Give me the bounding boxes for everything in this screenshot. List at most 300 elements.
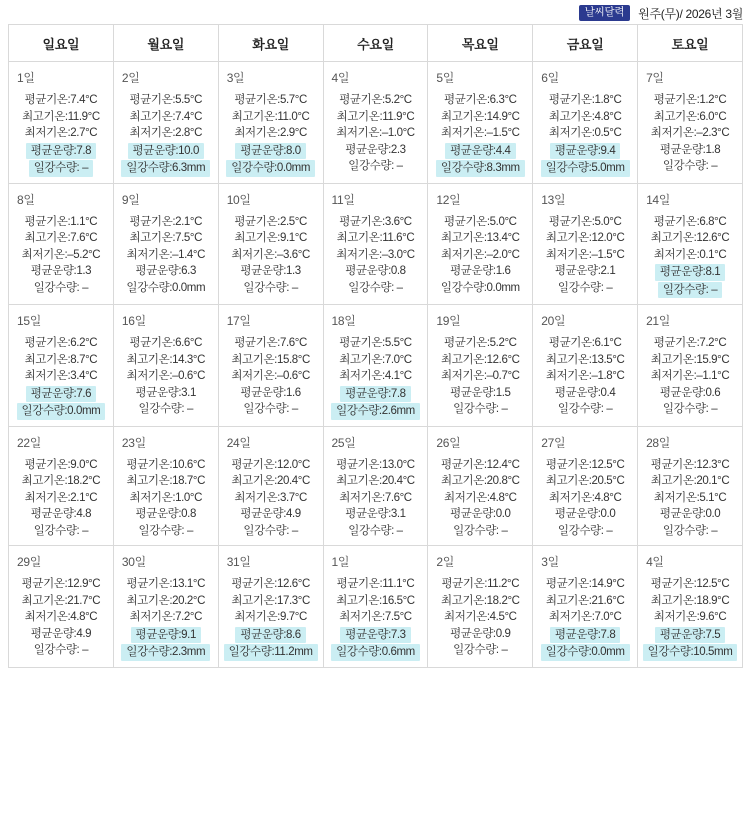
max-temperature-row bbox=[533, 593, 637, 610]
min-temperature: 최저기온:7.0°C bbox=[548, 611, 622, 623]
avg-cloud-amount: 평균운량:0.0 bbox=[659, 508, 721, 520]
max-temperature: 최고기온:11.9°C bbox=[336, 110, 415, 123]
avg-temperature: 평균기온:6.6°C bbox=[129, 337, 203, 349]
min-temperature: 최저기온:9.7°C bbox=[234, 611, 307, 623]
avg-cloud-amount-row bbox=[219, 263, 323, 280]
max-temperature: 최고기온:18.7°C bbox=[126, 475, 206, 487]
min-temperature: 최저기온:5.1°C bbox=[653, 491, 727, 504]
calendar-day-cell[interactable] bbox=[533, 183, 638, 305]
avg-cloud-amount: 평균운량:1.3 bbox=[240, 265, 301, 277]
avg-temperature: 평균기온:6.2°C bbox=[24, 337, 98, 349]
avg-cloud-amount-row bbox=[9, 142, 113, 160]
daily-precipitation: 일강수량: – bbox=[33, 524, 89, 537]
avg-temperature-row bbox=[428, 457, 532, 474]
avg-temperature-row bbox=[533, 214, 637, 231]
weekday-header-mon: 월요일 bbox=[113, 25, 218, 62]
avg-temperature: 평균기온:12.3°C bbox=[650, 458, 730, 471]
calendar-week-row bbox=[9, 546, 743, 668]
avg-temperature: 평균기온:5.0°C bbox=[548, 215, 622, 228]
daily-precipitation: 일강수량: – bbox=[662, 524, 718, 537]
day-metrics bbox=[9, 457, 113, 546]
calendar-day-cell[interactable] bbox=[9, 62, 114, 184]
daily-precipitation-row bbox=[428, 642, 532, 659]
calendar-day-cell[interactable] bbox=[113, 426, 218, 546]
avg-cloud-amount: 평균운량:1.6 bbox=[240, 386, 301, 399]
max-temperature: 최고기온:13.5°C bbox=[545, 353, 625, 366]
daily-precipitation-row bbox=[9, 159, 113, 177]
calendar-day-cell[interactable] bbox=[218, 183, 323, 305]
min-temperature-row bbox=[324, 609, 428, 626]
avg-cloud-amount-row bbox=[428, 263, 532, 280]
day-metrics bbox=[114, 576, 218, 667]
day-metrics bbox=[638, 214, 742, 305]
day-number: 28일 bbox=[646, 435, 671, 450]
calendar-day-cell[interactable] bbox=[428, 183, 533, 305]
min-temperature-row bbox=[638, 490, 742, 507]
max-temperature-row bbox=[114, 230, 218, 247]
avg-temperature-row bbox=[9, 457, 113, 474]
day-number: 21일 bbox=[646, 314, 671, 328]
calendar-day-cell[interactable] bbox=[218, 305, 323, 427]
daily-precipitation-row bbox=[9, 523, 113, 540]
day-number: 14일 bbox=[646, 192, 671, 207]
avg-cloud-amount-row bbox=[638, 626, 742, 644]
avg-temperature-row bbox=[114, 92, 218, 109]
daily-precipitation-row bbox=[219, 401, 323, 418]
day-metrics bbox=[9, 92, 113, 183]
avg-cloud-amount-row bbox=[9, 385, 113, 403]
max-temperature: 최고기온:7.0°C bbox=[339, 353, 412, 366]
daily-precipitation-row bbox=[219, 643, 323, 661]
daily-precipitation-row bbox=[428, 401, 532, 418]
daily-precipitation: 일강수량: – bbox=[243, 524, 298, 537]
day-number: 27일 bbox=[541, 435, 566, 450]
max-temperature-row bbox=[219, 473, 323, 490]
calendar-day-cell[interactable] bbox=[218, 62, 323, 184]
daily-precipitation: 일강수량:0.0mm bbox=[17, 403, 106, 420]
avg-temperature: 평균기온:11.1°C bbox=[336, 578, 415, 590]
avg-cloud-amount-row bbox=[324, 626, 428, 644]
avg-cloud-amount-row bbox=[219, 385, 323, 402]
min-temperature-row bbox=[638, 368, 742, 385]
weather-calendar-badge: 날씨달력 bbox=[579, 5, 630, 21]
daily-precipitation: 일강수량: – bbox=[453, 644, 508, 656]
day-number: 3일 bbox=[226, 71, 245, 85]
day-number: 12일 bbox=[436, 192, 461, 207]
avg-temperature-row bbox=[9, 335, 113, 352]
day-metrics bbox=[9, 335, 113, 426]
avg-cloud-amount-row bbox=[324, 142, 428, 159]
day-metrics bbox=[114, 214, 218, 303]
min-temperature-row bbox=[638, 125, 742, 142]
day-metrics bbox=[219, 576, 323, 667]
avg-cloud-amount: 평균운량:2.1 bbox=[554, 265, 616, 277]
weekday-header-wed: 수요일 bbox=[323, 25, 428, 62]
day-metrics bbox=[9, 214, 113, 303]
day-metrics bbox=[219, 457, 323, 546]
calendar-day-cell[interactable] bbox=[113, 305, 218, 427]
avg-temperature: 평균기온:5.0°C bbox=[444, 215, 517, 228]
min-temperature-row bbox=[9, 490, 113, 507]
daily-precipitation-row bbox=[533, 159, 637, 177]
min-temperature: 최저기온:4.8°C bbox=[548, 491, 622, 504]
calendar-week-row bbox=[9, 62, 743, 184]
day-number: 15일 bbox=[17, 314, 42, 328]
daily-precipitation-row bbox=[533, 643, 637, 661]
avg-temperature: 평균기온:11.2°C bbox=[441, 578, 520, 590]
daily-precipitation-row bbox=[219, 280, 323, 297]
max-temperature: 최고기온:20.8°C bbox=[441, 475, 520, 487]
avg-temperature: 평균기온:14.9°C bbox=[545, 578, 625, 590]
avg-cloud-amount-row bbox=[219, 142, 323, 160]
avg-temperature: 평균기온:5.2°C bbox=[339, 94, 412, 106]
min-temperature-row bbox=[533, 490, 637, 507]
avg-cloud-amount-row bbox=[114, 626, 218, 644]
avg-cloud-amount-row bbox=[638, 263, 742, 281]
avg-cloud-amount-row bbox=[533, 626, 637, 644]
max-temperature-row bbox=[219, 230, 323, 247]
daily-precipitation-row bbox=[114, 523, 218, 540]
avg-temperature: 평균기온:1.8°C bbox=[548, 94, 622, 106]
avg-cloud-amount: 평균운량:0.0 bbox=[450, 508, 511, 520]
avg-temperature-row bbox=[9, 576, 113, 593]
avg-cloud-amount: 평균운량:6.3 bbox=[135, 265, 196, 277]
day-number: 31일 bbox=[226, 555, 251, 569]
avg-cloud-amount-row bbox=[533, 263, 637, 280]
min-temperature: 최저기온:2.1°C bbox=[24, 491, 98, 504]
day-number: 23일 bbox=[121, 435, 146, 450]
min-temperature-row bbox=[9, 609, 113, 626]
max-temperature: 최고기온:20.1°C bbox=[650, 475, 730, 487]
avg-temperature: 평균기온:1.1°C bbox=[24, 215, 98, 228]
daily-precipitation-row bbox=[428, 159, 532, 177]
min-temperature: 최저기온:–5.2°C bbox=[21, 248, 101, 261]
min-temperature-row bbox=[9, 368, 113, 385]
calendar-day-cell[interactable] bbox=[638, 62, 743, 184]
calendar-day-cell[interactable] bbox=[428, 62, 533, 184]
max-temperature: 최고기온:18.2°C bbox=[441, 594, 520, 607]
calendar-day-cell[interactable] bbox=[323, 426, 428, 546]
daily-precipitation-row bbox=[533, 401, 637, 418]
calendar-day-cell[interactable] bbox=[638, 546, 743, 668]
day-number: 20일 bbox=[541, 314, 566, 328]
min-temperature: 최저기온:0.1°C bbox=[653, 248, 727, 261]
avg-cloud-amount-row bbox=[324, 263, 428, 280]
daily-precipitation: 일강수량: – bbox=[348, 281, 403, 294]
min-temperature-row bbox=[428, 609, 532, 626]
min-temperature-row bbox=[114, 125, 218, 142]
daily-precipitation: 일강수량: – bbox=[348, 160, 403, 172]
avg-temperature-row bbox=[638, 92, 742, 109]
min-temperature-row bbox=[324, 125, 428, 142]
avg-temperature-row bbox=[219, 576, 323, 593]
daily-precipitation: 일강수량: – bbox=[33, 281, 89, 294]
avg-cloud-amount: 평균운량:1.3 bbox=[30, 265, 92, 277]
min-temperature-row bbox=[428, 368, 532, 385]
calendar-day-cell[interactable] bbox=[323, 62, 428, 184]
avg-cloud-amount-row bbox=[428, 506, 532, 523]
max-temperature-row bbox=[428, 352, 532, 369]
avg-cloud-amount: 평균운량:9.1 bbox=[131, 627, 201, 644]
calendar-day-cell[interactable] bbox=[428, 305, 533, 427]
daily-precipitation-row bbox=[9, 280, 113, 297]
day-metrics bbox=[428, 214, 532, 303]
daily-precipitation-row bbox=[533, 280, 637, 297]
calendar-day-cell[interactable] bbox=[533, 546, 638, 668]
avg-temperature: 평균기온:6.3°C bbox=[444, 94, 517, 106]
day-number: 2일 bbox=[436, 555, 455, 569]
day-number: 3일 bbox=[541, 555, 559, 569]
day-metrics bbox=[533, 457, 637, 546]
day-number: 4일 bbox=[646, 555, 664, 569]
max-temperature-row bbox=[638, 473, 742, 490]
calendar-day-cell[interactable] bbox=[9, 546, 114, 668]
day-metrics bbox=[533, 92, 637, 183]
min-temperature-row bbox=[114, 247, 218, 264]
day-number: 5일 bbox=[436, 71, 455, 85]
min-temperature: 최저기온:2.8°C bbox=[129, 127, 203, 139]
avg-temperature-row bbox=[533, 457, 637, 474]
day-metrics bbox=[533, 576, 637, 667]
daily-precipitation-row bbox=[114, 643, 218, 661]
daily-precipitation: 일강수량: – bbox=[29, 160, 93, 177]
daily-precipitation: 일강수량:2.6mm bbox=[331, 403, 420, 420]
day-number: 1일 bbox=[331, 555, 350, 569]
day-metrics bbox=[9, 576, 113, 665]
daily-precipitation: 일강수량:0.0mm bbox=[226, 160, 315, 177]
daily-precipitation-row bbox=[9, 642, 113, 659]
calendar-day-cell[interactable] bbox=[428, 426, 533, 546]
calendar-day-cell[interactable] bbox=[428, 546, 533, 668]
avg-temperature: 평균기온:5.5°C bbox=[129, 94, 203, 106]
daily-precipitation: 일강수량: – bbox=[557, 524, 613, 537]
calendar-day-cell[interactable] bbox=[533, 62, 638, 184]
day-metrics bbox=[324, 92, 428, 181]
max-temperature-row bbox=[428, 473, 532, 490]
max-temperature-row bbox=[9, 352, 113, 369]
avg-temperature-row bbox=[638, 335, 742, 352]
max-temperature-row bbox=[324, 230, 428, 247]
max-temperature: 최고기온:15.8°C bbox=[231, 353, 310, 366]
min-temperature: 최저기온:–3.0°C bbox=[336, 248, 415, 261]
max-temperature: 최고기온:18.2°C bbox=[21, 475, 101, 487]
avg-temperature: 평균기온:12.5°C bbox=[650, 578, 730, 590]
min-temperature: 최저기온:4.8°C bbox=[444, 491, 517, 504]
daily-precipitation-row bbox=[114, 401, 218, 418]
daily-precipitation-row bbox=[114, 280, 218, 297]
max-temperature: 최고기온:16.5°C bbox=[336, 594, 415, 607]
avg-cloud-amount-row bbox=[9, 263, 113, 280]
max-temperature-row bbox=[219, 593, 323, 610]
max-temperature: 최고기온:21.6°C bbox=[545, 594, 625, 607]
calendar-week-row bbox=[9, 183, 743, 305]
avg-temperature: 평균기온:12.9°C bbox=[21, 578, 101, 590]
calendar-day-cell[interactable] bbox=[533, 426, 638, 546]
calendar-day-cell[interactable] bbox=[323, 183, 428, 305]
daily-precipitation-row bbox=[324, 158, 428, 175]
min-temperature: 최저기온:3.4°C bbox=[24, 370, 98, 382]
day-metrics bbox=[324, 214, 428, 303]
avg-temperature-row bbox=[533, 92, 637, 109]
max-temperature-row bbox=[533, 352, 637, 369]
daily-precipitation: 일강수량:6.3mm bbox=[121, 160, 210, 177]
max-temperature: 최고기온:6.0°C bbox=[653, 110, 727, 123]
max-temperature: 최고기온:7.5°C bbox=[129, 232, 203, 244]
max-temperature-row bbox=[428, 593, 532, 610]
daily-precipitation: 일강수량: – bbox=[662, 403, 718, 415]
day-number: 24일 bbox=[226, 435, 251, 450]
avg-cloud-amount-row bbox=[638, 506, 742, 523]
calendar-day-cell[interactable] bbox=[9, 183, 114, 305]
daily-precipitation-row bbox=[324, 280, 428, 297]
calendar-day-cell[interactable] bbox=[113, 183, 218, 305]
avg-temperature: 평균기온:12.5°C bbox=[545, 458, 625, 471]
day-metrics bbox=[114, 335, 218, 424]
daily-precipitation: 일강수량: – bbox=[33, 644, 89, 656]
calendar-day-cell[interactable] bbox=[323, 546, 428, 668]
avg-temperature: 평균기온:1.2°C bbox=[653, 94, 727, 106]
min-temperature-row bbox=[9, 247, 113, 264]
calendar-day-cell[interactable] bbox=[218, 426, 323, 546]
day-metrics bbox=[219, 335, 323, 424]
max-temperature: 최고기온:20.4°C bbox=[231, 475, 310, 487]
avg-temperature-row bbox=[219, 335, 323, 352]
avg-temperature: 평균기온:7.6°C bbox=[234, 337, 307, 349]
page-header bbox=[0, 0, 751, 22]
avg-cloud-amount: 평균운량:0.6 bbox=[659, 386, 721, 399]
avg-temperature: 평균기온:5.2°C bbox=[444, 337, 517, 349]
calendar-day-cell[interactable] bbox=[638, 426, 743, 546]
avg-cloud-amount-row bbox=[324, 385, 428, 403]
min-temperature: 최저기온:–1.4°C bbox=[126, 248, 206, 261]
max-temperature: 최고기온:7.6°C bbox=[24, 232, 98, 244]
max-temperature-row bbox=[638, 230, 742, 247]
avg-temperature-row bbox=[533, 576, 637, 593]
calendar-day-cell[interactable] bbox=[113, 62, 218, 184]
daily-precipitation: 일강수량:10.5mm bbox=[643, 644, 738, 661]
avg-cloud-amount: 평균운량:4.8 bbox=[30, 508, 92, 520]
day-number: 8일 bbox=[17, 192, 35, 207]
day-number: 30일 bbox=[121, 555, 146, 569]
day-metrics bbox=[428, 335, 532, 424]
avg-temperature: 평균기온:5.7°C bbox=[234, 94, 307, 106]
max-temperature-row bbox=[219, 109, 323, 126]
avg-cloud-amount-row bbox=[428, 385, 532, 402]
avg-cloud-amount-row bbox=[324, 506, 428, 523]
min-temperature: 최저기온:–2.3°C bbox=[650, 127, 730, 139]
day-metrics bbox=[324, 457, 428, 546]
avg-cloud-amount-row bbox=[114, 506, 218, 523]
daily-precipitation: 일강수량:2.3mm bbox=[121, 644, 210, 661]
min-temperature-row bbox=[9, 125, 113, 142]
day-number: 4일 bbox=[331, 71, 350, 85]
day-metrics bbox=[114, 457, 218, 546]
min-temperature-row bbox=[219, 247, 323, 264]
avg-cloud-amount-row bbox=[219, 506, 323, 523]
daily-precipitation: 일강수량: – bbox=[662, 160, 718, 172]
daily-precipitation-row bbox=[638, 401, 742, 418]
avg-temperature-row bbox=[9, 214, 113, 231]
avg-temperature: 평균기온:9.0°C bbox=[24, 458, 98, 471]
day-metrics bbox=[533, 335, 637, 424]
avg-temperature: 평균기온:13.0°C bbox=[336, 458, 415, 471]
avg-cloud-amount-row bbox=[219, 626, 323, 644]
calendar-day-cell[interactable] bbox=[533, 305, 638, 427]
daily-precipitation-row bbox=[114, 159, 218, 177]
daily-precipitation-row bbox=[9, 402, 113, 420]
min-temperature: 최저기온:7.2°C bbox=[129, 611, 203, 623]
calendar-day-cell[interactable] bbox=[9, 426, 114, 546]
daily-precipitation: 일강수량: – bbox=[557, 403, 613, 415]
avg-cloud-amount-row bbox=[428, 142, 532, 160]
daily-precipitation: 일강수량: – bbox=[138, 524, 193, 537]
calendar-day-cell[interactable] bbox=[638, 183, 743, 305]
avg-cloud-amount: 평균운량:7.8 bbox=[340, 386, 410, 403]
daily-precipitation: 일강수량: – bbox=[348, 524, 403, 537]
min-temperature-row bbox=[428, 247, 532, 264]
min-temperature: 최저기온:2.9°C bbox=[234, 127, 307, 139]
avg-cloud-amount-row bbox=[9, 626, 113, 643]
avg-cloud-amount: 평균운량:7.8 bbox=[550, 627, 620, 644]
max-temperature-row bbox=[324, 473, 428, 490]
max-temperature-row bbox=[638, 352, 742, 369]
avg-temperature: 평균기온:10.6°C bbox=[126, 458, 206, 471]
avg-temperature: 평균기온:6.8°C bbox=[653, 215, 727, 228]
calendar-day-cell[interactable] bbox=[9, 305, 114, 427]
avg-cloud-amount: 평균운량:1.5 bbox=[450, 386, 511, 399]
max-temperature: 최고기온:15.9°C bbox=[650, 353, 730, 366]
min-temperature: 최저기온:4.1°C bbox=[339, 370, 412, 382]
weekday-header-tue: 화요일 bbox=[218, 25, 323, 62]
min-temperature-row bbox=[219, 609, 323, 626]
avg-cloud-amount: 평균운량:8.0 bbox=[235, 143, 305, 160]
min-temperature: 최저기온:4.5°C bbox=[444, 611, 517, 623]
calendar-day-cell[interactable] bbox=[638, 305, 743, 427]
avg-cloud-amount-row bbox=[114, 385, 218, 402]
daily-precipitation: 일강수량:5.0mm bbox=[541, 160, 630, 177]
avg-temperature-row bbox=[114, 214, 218, 231]
max-temperature: 최고기온:20.2°C bbox=[126, 594, 206, 607]
max-temperature-row bbox=[638, 593, 742, 610]
daily-precipitation: 일강수량: – bbox=[557, 281, 613, 294]
day-metrics bbox=[219, 214, 323, 303]
min-temperature: 최저기온:–1.0°C bbox=[336, 127, 415, 139]
max-temperature: 최고기온:12.6°C bbox=[650, 232, 730, 244]
day-number: 16일 bbox=[121, 314, 146, 328]
calendar-day-cell[interactable] bbox=[218, 546, 323, 668]
max-temperature-row bbox=[428, 230, 532, 247]
avg-temperature-row bbox=[114, 335, 218, 352]
avg-cloud-amount-row bbox=[114, 263, 218, 280]
avg-cloud-amount: 평균운량:7.3 bbox=[340, 627, 410, 644]
avg-cloud-amount: 평균운량:0.8 bbox=[345, 265, 406, 277]
day-number: 19일 bbox=[436, 314, 461, 328]
max-temperature: 최고기온:9.1°C bbox=[234, 232, 307, 244]
day-number: 13일 bbox=[541, 192, 566, 207]
avg-temperature-row bbox=[638, 457, 742, 474]
daily-precipitation-row bbox=[428, 523, 532, 540]
avg-cloud-amount: 평균운량:4.9 bbox=[240, 508, 301, 520]
max-temperature-row bbox=[114, 473, 218, 490]
min-temperature-row bbox=[114, 368, 218, 385]
max-temperature-row bbox=[9, 109, 113, 126]
avg-cloud-amount: 평균운량:3.1 bbox=[345, 508, 406, 520]
calendar-day-cell[interactable] bbox=[323, 305, 428, 427]
calendar-day-cell[interactable] bbox=[113, 546, 218, 668]
max-temperature: 최고기온:12.0°C bbox=[545, 232, 625, 244]
avg-temperature: 평균기온:3.6°C bbox=[339, 215, 412, 228]
day-number: 6일 bbox=[541, 71, 559, 85]
